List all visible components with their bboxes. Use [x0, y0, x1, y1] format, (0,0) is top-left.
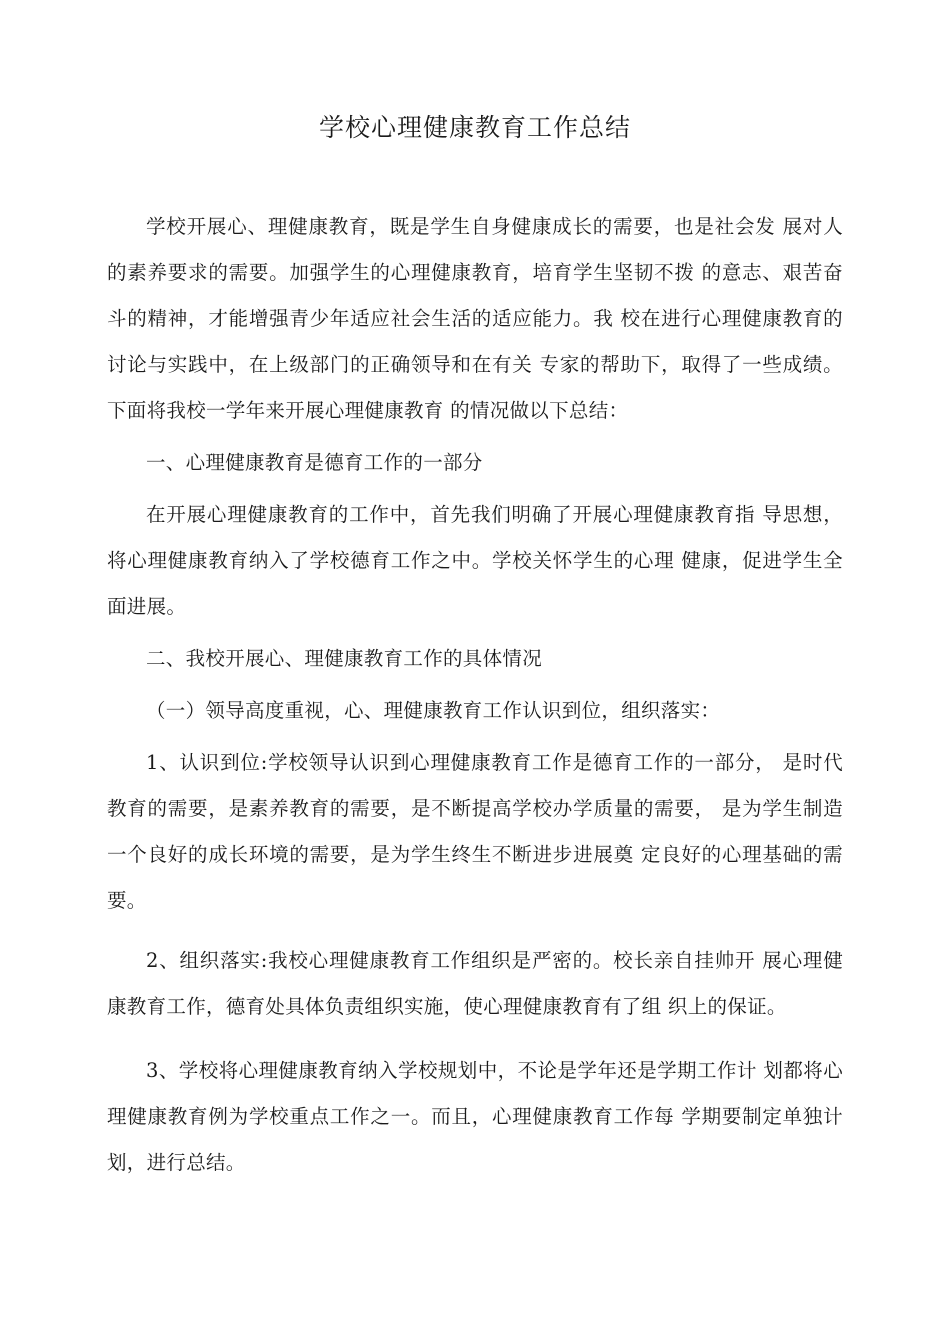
item-1-paragraph: 1、认识到位:学校领导认识到心理健康教育工作是德育工作的一部分， 是时代教育的需要，是素养教育的需要，是不断提高学校办学质量的需要， 是为学生制造一个良好的成长环境的需要，是为学生终生不断进步进展奠 定良好的心理基础的需要。	[107, 751, 843, 912]
intro-paragraph: 学校开展心、理健康教育，既是学生自身健康成长的需要，也是社会发 展对人的素养要求的需要。加强学生的心理健康教育，培育学生坚韧不拨 的意志、艰苦奋斗的精神，才能增强青少年适应社会生活的适应能力。我 校在进行心理健康教育的讨论与实践中，在上级部门的正确领导和在有关 专家的帮助下，取得了一些成绩。下面将我校一学年来开展心理健康教育 的情况做以下总结：	[107, 215, 843, 422]
section-heading-2: 二、我校开展心、理健康教育工作的具体情况	[146, 647, 543, 670]
section-1-paragraph: 在开展心理健康教育的工作中，首先我们明确了开展心理健康教育指 导思想，将心理健康教育纳入了学校德育工作之中。学校关怀学生的心理 健康，促进学生全面进展。	[107, 503, 843, 618]
item-3-paragraph: 3、学校将心理健康教育纳入学校规划中，不论是学年还是学期工作计 划都将心理健康教育例为学校重点工作之一。而且，心理健康教育工作每 学期要制定单独计划，进行总结。	[107, 1059, 843, 1174]
document-title: 学校心理健康教育工作总结	[318, 113, 631, 142]
item-2-paragraph: 2、组织落实:我校心理健康教育工作组织是严密的。校长亲自挂帅开 展心理健康教育工作，德育处具体负责组织实施，使心理健康教育有了组 织上的保证。	[107, 949, 843, 1018]
document-body	[107, 204, 843, 1192]
subsection-heading-1: （一）领导高度重视，心、理健康教育工作认识到位，组织落实：	[146, 699, 721, 722]
section-heading-1: 一、心理健康教育是德育工作的一部分	[146, 451, 483, 474]
